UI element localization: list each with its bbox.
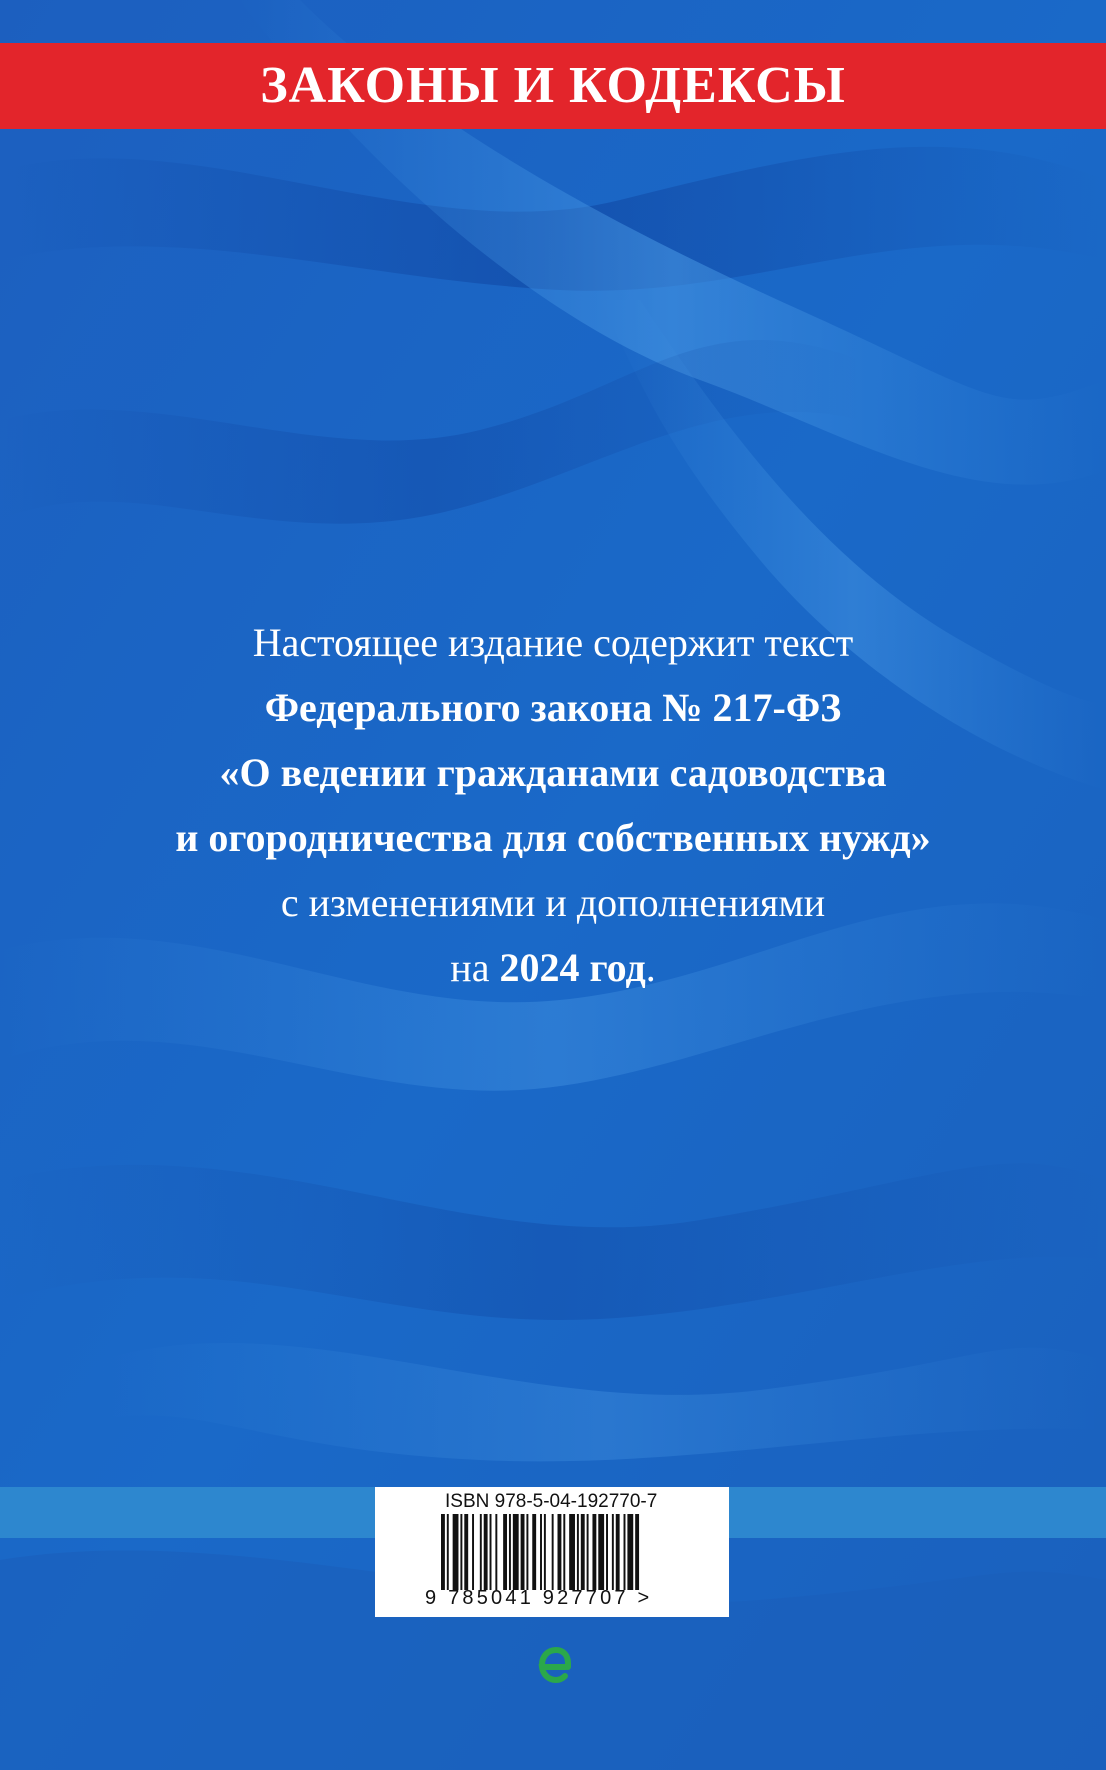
description-line-1: Настоящее издание содержит текст [252, 620, 854, 665]
barcode-icon [441, 1514, 641, 1590]
description-line-4: и огородничества для собственных нужд» [175, 815, 931, 860]
year-value: 2024 год [499, 945, 646, 990]
series-title: ЗАКОНЫ И КОДЕКСЫ [260, 57, 846, 114]
description-line-5: с изменениями и дополнениями [280, 880, 826, 925]
barcode-digits: 9 785041 927707 > [425, 1587, 653, 1609]
barcode-box [375, 1487, 729, 1617]
series-banner [0, 43, 1106, 129]
isbn-label: ISBN 978-5-04-192770-7 [445, 1491, 658, 1512]
description-line-6 [0, 935, 1106, 1000]
edition-description [0, 610, 1106, 1000]
description-line-2: Федерального закона № 217-ФЗ [264, 685, 842, 730]
year-suffix: . [645, 945, 656, 990]
year-prefix: на [450, 945, 500, 990]
description-line-3: «О ведении гражданами садоводства [219, 750, 887, 795]
publisher-logo-icon [528, 1640, 578, 1690]
